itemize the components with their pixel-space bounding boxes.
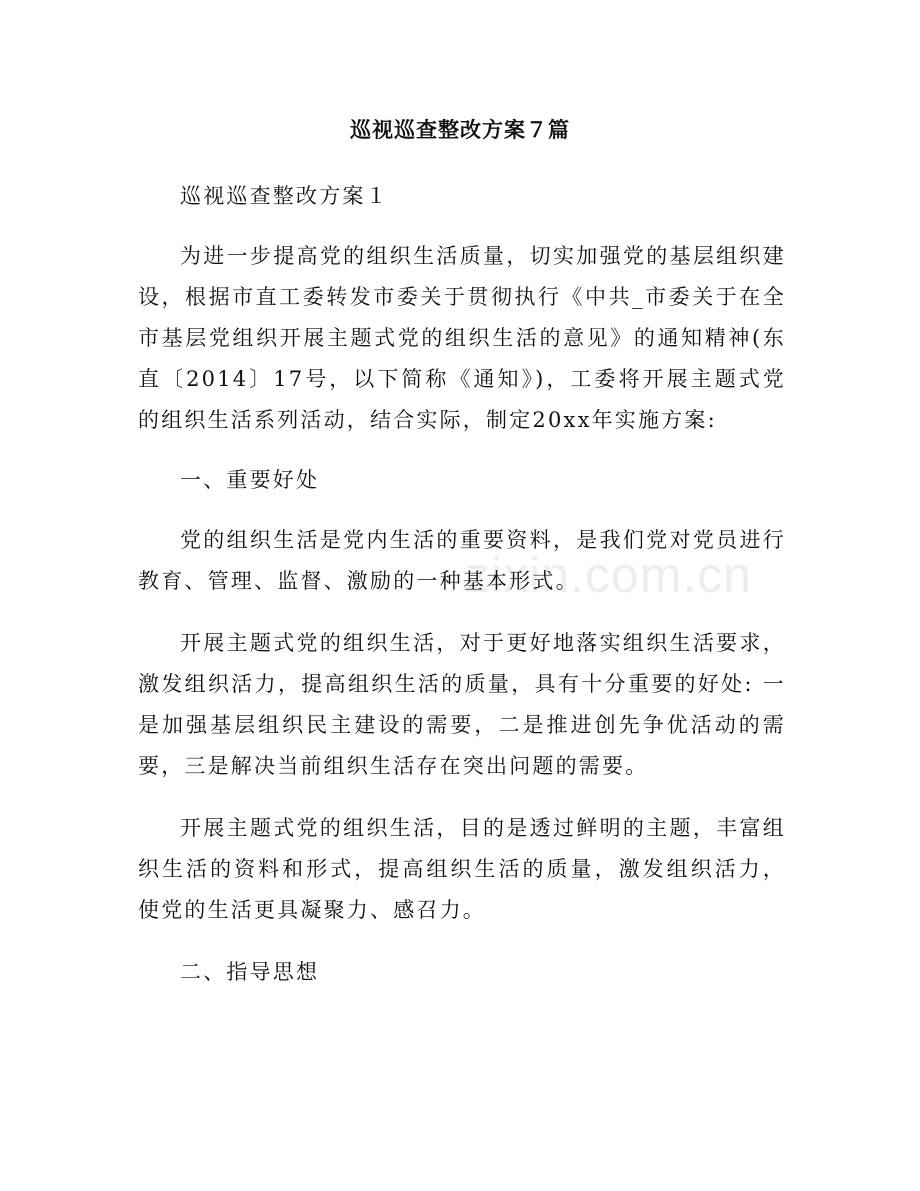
document-body: [138, 176, 786, 993]
paragraph-2: 开展主题式党的组织生活，对于更好地落实组织生活要求，激发组织活力，提高组织生活的质量，具有十分重要的好处: 一是加强基层组织民主建设的需要，二是推进创先争优活动的需要，三是解决当前组织生活存在突出问题的需要。: [138, 631, 786, 778]
paragraph-1: 党的组织生活是党内生活的重要资料，是我们党对党员进行教育、管理、监督、激励的一种基本形式。: [138, 528, 786, 593]
watermark: zixin.com.cn: [465, 547, 753, 603]
document-title: 巡视巡查整改方案７篇: [350, 118, 570, 142]
paragraph-3: 开展主题式党的组织生活，目的是透过鲜明的主题，丰富组织生活的资料和形式，提高组织生活的质量，激发组织活力，使党的生活更具凝聚力、感召力。: [138, 816, 786, 922]
section-heading-1: 一、重要好处: [180, 468, 320, 492]
section-subtitle: 巡视巡查整改方案１: [180, 184, 389, 208]
section-heading-2: 二、指导思想: [180, 960, 320, 984]
paragraph-intro: 为进一步提高党的组织生活质量，切实加强党的基层组织建设，根据市直工委转发市委关于贯彻执行《中共_市委关于在全市基层党组织开展主题式党的组织生活的意见》的通知精神(东直〔2014〕17号，以下简称《通知》)，工委将开展主题式党的组织生活系列活动，结合实际，制定20xx年实施方案:: [138, 244, 786, 432]
